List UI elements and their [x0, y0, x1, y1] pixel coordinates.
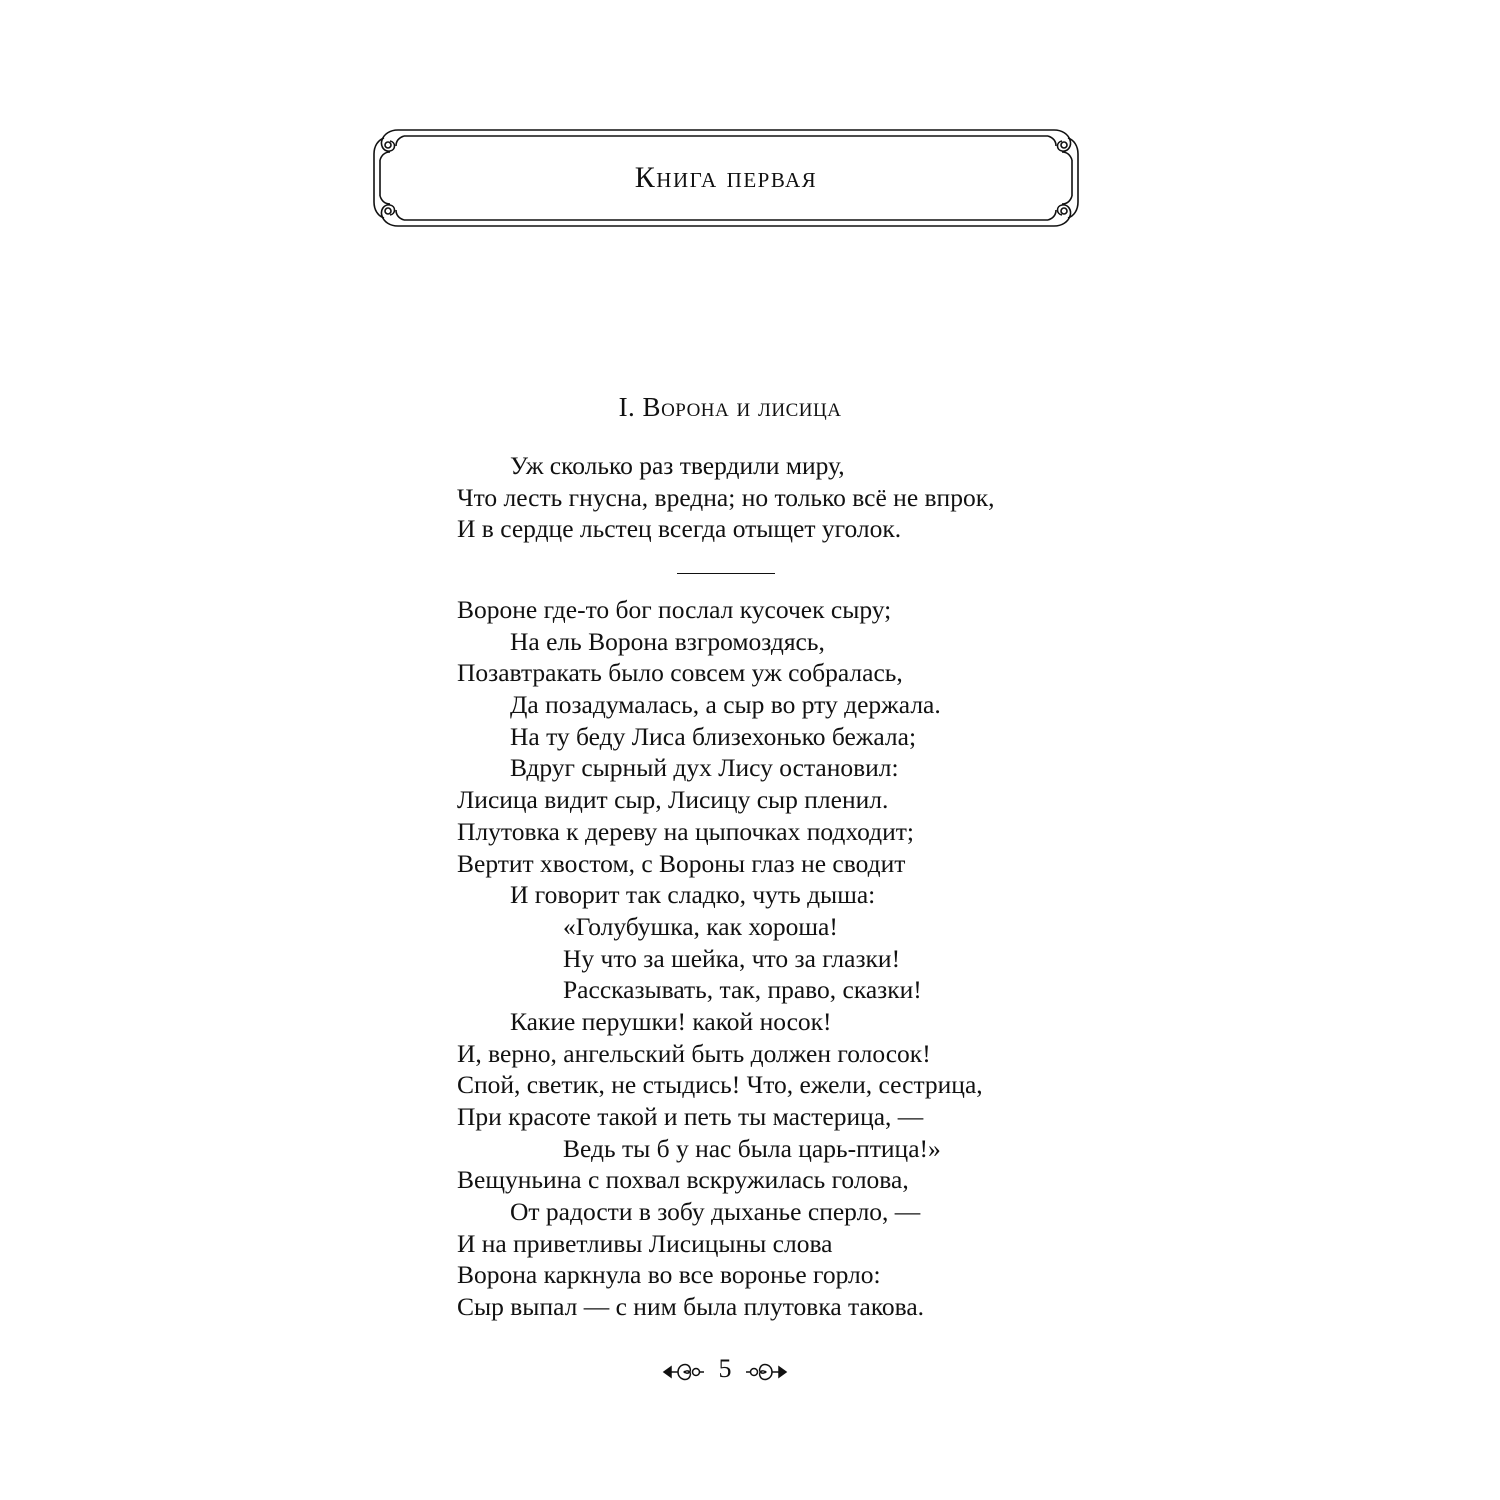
poem-line: Ворона каркнула во все воронье горло:: [457, 1260, 881, 1290]
poem-line: Уж сколько раз твердили миру,: [510, 451, 845, 480]
poem-line: Вдруг сырный дух Лису остановил:: [510, 753, 899, 783]
page-footer: [640, 1352, 810, 1392]
poem-line: Позавтракать было совсем уж собралась,: [457, 658, 903, 688]
poem-moral-stanza: [457, 450, 1077, 545]
poem-line: Вещуньина с похвал вскружилась голова,: [457, 1165, 909, 1195]
stanza-divider: [677, 573, 775, 574]
poem-line: И говорит так сладко, чуть дыша:: [510, 880, 876, 910]
poem-line: При красоте такой и петь ты мастерица, —: [457, 1102, 924, 1131]
page-number: 5: [718, 1354, 732, 1383]
poem-line: На ель Ворона взгромоздясь,: [510, 626, 825, 656]
flourish-right-icon: [744, 1358, 788, 1386]
poem-line: И на приветливы Лисицыны слова: [457, 1228, 833, 1258]
poem-line: И в сердце льстец всегда отыщет уголок.: [457, 514, 902, 544]
poem-line: И, верно, ангельский быть должен голосок!: [457, 1038, 931, 1068]
poem-line: На ту беду Лиса близехонько бежала;: [510, 721, 917, 751]
poem-line: От радости в зобу дыханье сперло, —: [510, 1197, 921, 1227]
poem-line: «Голубушка, как хороша!: [563, 911, 838, 941]
poem-line: Вертит хвостом, с Вороны глаз не сводит: [457, 848, 906, 878]
poem-line: Ведь ты б у нас была царь-птица!»: [563, 1133, 941, 1163]
poem-line: Плутовка к дереву на цыпочках подходит;: [457, 816, 915, 846]
poem-line: Какие перушки! какой носок!: [510, 1006, 832, 1036]
poem-line: Рассказывать, так, право, сказки!: [563, 975, 922, 1005]
poem-line: Да позадумалась, а сыр во рту держала.: [510, 690, 941, 720]
book-title: Книга первая: [634, 161, 818, 194]
poem-line: Вороне где-то бог послал кусочек сыру;: [457, 595, 892, 624]
poem-line: Что лесть гнусна, вредна; но только всё не впрок,: [457, 482, 995, 512]
fable-title: I. Ворона и лисица: [618, 392, 842, 422]
poem-line: Спой, светик, не стыдись! Что, ежели, сестрица,: [457, 1070, 983, 1100]
poem-line: Лисица видит сыр, Лисицу сыр пленил.: [457, 785, 889, 815]
chapter-header-frame: [368, 124, 1084, 232]
poem-line: Сыр выпал — с ним была плутовка такова.: [457, 1292, 925, 1322]
poem-line: Ну что за шейка, что за глазки!: [563, 943, 901, 973]
poem-story-stanza: [457, 594, 1077, 1323]
